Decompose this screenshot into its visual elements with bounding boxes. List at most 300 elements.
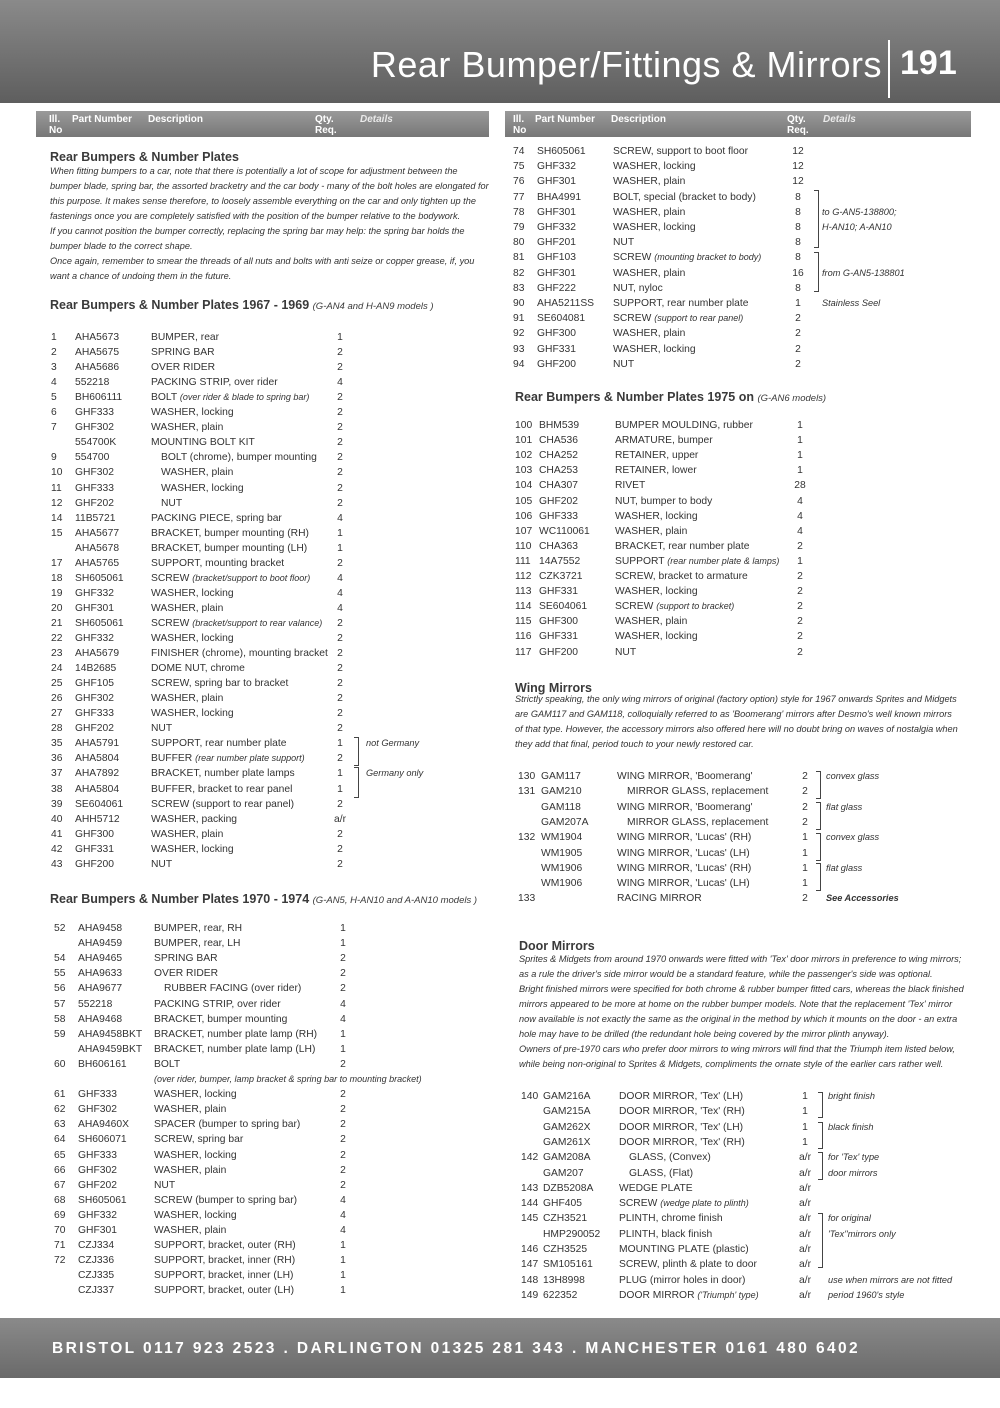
ill-number: 65 xyxy=(54,1149,66,1161)
ill-number: 103 xyxy=(515,465,533,477)
bracket xyxy=(816,863,821,891)
ill-number: 131 xyxy=(518,786,536,798)
description-text: DOME NUT, chrome xyxy=(151,663,245,675)
col-part-number: Part Number xyxy=(72,114,133,125)
description-text: SUPPORT, bracket, inner (LH) xyxy=(154,1270,294,1282)
quantity: 4 xyxy=(337,572,343,584)
description xyxy=(613,190,756,205)
part-number: CZJ335 xyxy=(78,1270,115,1282)
description-text: BOLT xyxy=(154,1058,181,1070)
description-text: SUPPORT, rear number plate xyxy=(613,298,749,309)
description-text: SUPPORT, bracket, outer (RH) xyxy=(154,1240,296,1252)
description xyxy=(619,1211,723,1226)
description-note: ('Triumph' type) xyxy=(697,1289,759,1300)
quantity: 2 xyxy=(337,617,343,629)
quantity: 4 xyxy=(797,495,803,507)
ill-number: 91 xyxy=(513,313,525,325)
part-number: GHF103 xyxy=(537,252,576,264)
description-text: MIRROR GLASS, replacement xyxy=(627,816,769,828)
part-number: AHA9459 xyxy=(78,938,123,950)
description xyxy=(151,661,245,676)
part-number: SH605061 xyxy=(78,1194,127,1206)
part-number: GHF301 xyxy=(78,1225,117,1236)
description xyxy=(619,1089,743,1104)
description-text: GLASS, (Convex) xyxy=(629,1152,711,1164)
part-number: GHF301 xyxy=(537,267,576,279)
ill-number: 21 xyxy=(51,617,63,629)
quantity: 1 xyxy=(797,450,803,462)
description-text: WING MIRROR, 'Lucas' (LH) xyxy=(617,847,750,859)
quantity: 2 xyxy=(340,983,346,995)
details-note: See Accessories xyxy=(826,893,899,904)
part-number: GHF202 xyxy=(75,723,114,735)
description-text: WASHER, plain xyxy=(151,602,224,614)
description-text: WING MIRROR, 'Boomerang' xyxy=(617,771,753,782)
table-row xyxy=(0,629,1000,644)
description-text: WASHER, locking xyxy=(151,633,234,644)
quantity: 2 xyxy=(337,482,343,494)
quantity: 4 xyxy=(337,602,343,614)
ill-number: 146 xyxy=(521,1244,539,1255)
ill-number: 102 xyxy=(515,450,533,462)
description xyxy=(619,1181,693,1196)
part-number: AHA5804 xyxy=(75,753,120,765)
description xyxy=(613,326,685,341)
part-number: GHF332 xyxy=(75,587,114,599)
col-no: No xyxy=(513,125,527,136)
ill-number: 5 xyxy=(51,392,57,404)
ill-number: 147 xyxy=(521,1259,539,1271)
part-number: HMP290052 xyxy=(543,1228,601,1240)
ill-number: 133 xyxy=(518,893,536,905)
details-note: not Germany xyxy=(366,738,420,749)
description-note: (bracket/support to boot floor) xyxy=(192,572,311,583)
description-text: WASHER, plain xyxy=(151,693,224,705)
table-row xyxy=(0,554,1000,569)
ill-number: 83 xyxy=(513,282,525,294)
description xyxy=(617,800,753,815)
quantity: 2 xyxy=(337,347,343,359)
description xyxy=(151,676,288,691)
quantity: 2 xyxy=(340,1164,346,1176)
description-text: SPACER (bumper to spring bar) xyxy=(154,1119,301,1131)
part-number: GHF302 xyxy=(75,422,114,434)
description xyxy=(151,691,223,706)
part-number: AHA5765 xyxy=(75,557,120,569)
ill-number: 41 xyxy=(51,828,63,840)
quantity: 2 xyxy=(340,1179,346,1191)
description xyxy=(615,418,753,433)
ill-number: 115 xyxy=(515,616,532,628)
quantity: 1 xyxy=(797,465,803,477)
quantity: 2 xyxy=(340,1149,346,1161)
col-part-number: Part Number xyxy=(535,114,596,125)
description xyxy=(615,433,713,448)
description-text: OVER RIDER xyxy=(151,362,216,374)
ill-number: 100 xyxy=(515,420,533,431)
part-number: AHH5712 xyxy=(75,813,120,825)
table-row xyxy=(0,936,1000,951)
description xyxy=(619,1104,745,1119)
col-details: Details xyxy=(823,114,856,125)
description-text: WASHER, plain xyxy=(613,328,686,340)
table-row xyxy=(0,478,1000,493)
quantity: a/r xyxy=(798,1198,812,1210)
part-number: AHA5804 xyxy=(75,783,120,795)
description xyxy=(615,478,645,493)
description xyxy=(613,357,634,372)
details-note: flat glass xyxy=(826,862,863,873)
part-number: SE604061 xyxy=(75,798,124,810)
part-number: GHF333 xyxy=(75,708,114,720)
ill-number: 67 xyxy=(54,1179,66,1191)
description-text: WASHER, plain xyxy=(615,616,688,628)
quantity: 2 xyxy=(795,343,801,355)
description-text: DOOR MIRROR, 'Tex' (LH) xyxy=(619,1121,744,1133)
description xyxy=(615,599,734,614)
description-text: SPRING BAR xyxy=(154,953,218,965)
quantity: 1 xyxy=(337,768,343,780)
quantity: 2 xyxy=(340,1058,346,1070)
part-number: GAM215A xyxy=(543,1106,591,1118)
table-row xyxy=(0,858,1000,876)
quantity: 1 xyxy=(802,1136,808,1148)
quantity: 1 xyxy=(802,878,808,890)
part-number: 554700K xyxy=(75,437,117,449)
table-row xyxy=(0,205,1000,220)
part-number: GHF200 xyxy=(539,646,578,658)
part-number: GHF332 xyxy=(78,1209,117,1221)
part-number: GHF202 xyxy=(78,1179,117,1191)
description-text: SCREW xyxy=(151,572,190,584)
details-note: Stainless Seel xyxy=(822,298,881,308)
ill-number: 71 xyxy=(54,1240,66,1252)
ill-number: 23 xyxy=(51,648,63,660)
ill-number: 7 xyxy=(51,422,57,434)
description xyxy=(627,784,768,799)
ill-number: 66 xyxy=(54,1164,66,1176)
part-number: CZH3525 xyxy=(543,1244,588,1255)
column-header-left xyxy=(36,111,489,137)
description xyxy=(619,1273,745,1288)
ill-number: 10 xyxy=(51,467,63,479)
quantity: 1 xyxy=(340,1240,346,1252)
quantity: 2 xyxy=(337,708,343,720)
description-text: DOOR MIRROR, 'Tex' (RH) xyxy=(619,1136,745,1148)
description-text: SCREW, spring bar xyxy=(154,1134,244,1146)
page-footer xyxy=(0,1318,1000,1378)
quantity: 1 xyxy=(802,847,808,859)
quantity: 2 xyxy=(797,646,803,658)
part-number: AHA9459BKT xyxy=(78,1043,143,1055)
description-text: RUBBER FACING (over rider) xyxy=(164,983,302,995)
quantity: 2 xyxy=(337,422,343,434)
description xyxy=(164,981,301,996)
part-number: 11B5721 xyxy=(75,512,116,524)
table-row xyxy=(0,342,1000,357)
quantity: a/r xyxy=(333,813,347,825)
description-text: BUMPER MOULDING, rubber xyxy=(615,420,753,431)
part-number: GAM210 xyxy=(541,786,582,798)
quantity: 2 xyxy=(802,893,808,905)
table-row xyxy=(0,645,1000,660)
description-text: SCREW, bracket to armature xyxy=(615,571,748,582)
col-details: Details xyxy=(360,114,393,125)
quantity: a/r xyxy=(798,1152,812,1164)
description xyxy=(615,614,687,629)
quantity: 28 xyxy=(794,480,806,492)
ill-number: 105 xyxy=(515,495,533,507)
bracket xyxy=(818,1152,823,1180)
table-row xyxy=(0,815,1000,830)
intro-paragraph: If you cannot position the bumper correctly, replacing the spring bar may help: the spring bar holds the bumper blade to the correct shape. xyxy=(50,226,465,251)
part-number: CZK3721 xyxy=(539,571,583,582)
description xyxy=(151,751,305,766)
description-text: BUFFER, bracket to rear panel xyxy=(151,783,293,795)
header-divider xyxy=(888,40,890,98)
table-row xyxy=(0,509,1000,524)
details-note: bright finish xyxy=(828,1091,875,1101)
quantity: 4 xyxy=(340,1225,346,1236)
quantity: 2 xyxy=(337,497,343,509)
description-text: NUT xyxy=(613,358,635,370)
bracket xyxy=(814,252,819,292)
description xyxy=(154,1012,287,1027)
ill-number: 38 xyxy=(51,783,63,795)
section-title-text: Rear Bumpers & Number Plates 1970 - 1974 xyxy=(50,892,310,906)
quantity: 2 xyxy=(337,843,343,855)
quantity: 1 xyxy=(340,1043,346,1055)
part-number: DZB5208A xyxy=(543,1182,594,1194)
description-text: BRACKET, number plate lamp (LH) xyxy=(154,1043,316,1055)
wing-mirrors-text xyxy=(515,692,960,752)
table-row xyxy=(0,144,1000,159)
description-text: SUPPORT xyxy=(615,555,665,567)
part-number: GHF331 xyxy=(539,586,578,598)
quantity: 16 xyxy=(792,267,804,279)
table-row xyxy=(0,1257,1000,1272)
table-row xyxy=(0,357,1000,372)
table-row xyxy=(0,1196,1000,1211)
ill-number: 149 xyxy=(521,1289,539,1301)
table-row xyxy=(0,190,1000,205)
description-text: MIRROR GLASS, replacement xyxy=(627,786,769,798)
description-text: WEDGE PLATE xyxy=(619,1182,693,1194)
description-text: SUPPORT, bracket, outer (LH) xyxy=(154,1285,295,1297)
door-mirrors-text xyxy=(519,952,964,1072)
description-text: SCREW xyxy=(613,252,652,264)
part-number: GHF331 xyxy=(539,631,578,643)
part-number: SH606071 xyxy=(78,1134,127,1146)
quantity: 1 xyxy=(802,832,808,844)
table-row xyxy=(0,1089,1000,1104)
ill-number: 1 xyxy=(51,332,57,343)
description-text: NUT xyxy=(151,858,173,870)
description-text: WING MIRROR, 'Lucas' (RH) xyxy=(617,832,752,844)
description-text: WASHER, locking xyxy=(151,587,234,599)
description xyxy=(154,951,218,966)
ill-number: 27 xyxy=(51,708,63,720)
quantity: 2 xyxy=(337,557,343,569)
ill-number: 70 xyxy=(54,1225,66,1236)
quantity: 2 xyxy=(337,437,343,449)
description-text: RIVET xyxy=(615,480,646,492)
table-row xyxy=(0,311,1000,326)
ill-number: 25 xyxy=(51,678,63,690)
quantity: a/r xyxy=(798,1274,812,1286)
description-text: NUT xyxy=(151,723,173,735)
part-number: SH605061 xyxy=(75,572,124,584)
ill-number: 18 xyxy=(51,572,63,584)
part-number: GHF301 xyxy=(537,206,576,218)
description-text: BRACKET, rear number plate xyxy=(615,540,750,552)
part-number: CHA253 xyxy=(539,465,578,477)
description-text: SCREW xyxy=(619,1198,658,1210)
quantity: 2 xyxy=(337,362,343,374)
table-row xyxy=(0,433,1000,448)
part-number: BHM539 xyxy=(539,420,580,431)
quantity: a/r xyxy=(798,1244,812,1255)
ill-number: 40 xyxy=(51,813,63,825)
part-number: WM1904 xyxy=(541,832,583,844)
details-note: black finish xyxy=(828,1121,874,1132)
quantity: 2 xyxy=(797,631,803,643)
intro-paragraph: Once again, remember to smear the threads of all nuts and bolts with anti seize or copper grease, if, you want a chance of undoing them in the future. xyxy=(50,256,475,281)
table-row xyxy=(0,569,1000,584)
part-number: AHA9465 xyxy=(78,953,123,965)
table-row xyxy=(0,1181,1000,1196)
table-row xyxy=(0,539,1000,554)
details-note: flat glass xyxy=(826,801,863,812)
table-row xyxy=(0,830,1000,845)
ill-number: 112 xyxy=(515,571,532,582)
quantity: 2 xyxy=(337,753,343,765)
description-text: SCREW, spring bar to bracket xyxy=(151,678,289,690)
description-text: SCREW, support to boot floor xyxy=(613,146,749,157)
section-subtitle: (G-AN6 models) xyxy=(757,393,827,404)
part-number: GHF302 xyxy=(78,1104,117,1116)
description-note: (over rider, bumper, lamp bracket & spring bar to mounting bracket) xyxy=(154,1074,422,1084)
description xyxy=(154,921,242,936)
quantity: 2 xyxy=(337,828,343,840)
part-number: GHF222 xyxy=(537,282,576,294)
ill-number: 68 xyxy=(54,1194,66,1206)
description-text: SPRING BAR xyxy=(151,347,215,359)
ill-number: 55 xyxy=(54,968,66,980)
part-number: AHA5673 xyxy=(75,332,120,343)
quantity: 4 xyxy=(337,512,343,524)
description xyxy=(615,524,687,539)
description xyxy=(617,830,751,845)
description-text: WASHER, plain xyxy=(613,267,686,279)
quantity: 1 xyxy=(795,298,801,309)
part-number: GHF333 xyxy=(539,510,578,522)
ill-number: 145 xyxy=(521,1213,539,1225)
description-text: WASHER, plain xyxy=(154,1164,227,1176)
quantity: 1 xyxy=(337,332,343,343)
description-text: BRACKET, number plate lamps xyxy=(151,768,295,780)
details-note: H-AN10; A-AN10 xyxy=(822,222,892,232)
part-number: SE604081 xyxy=(537,313,586,325)
details-note: convex glass xyxy=(826,771,880,781)
section-title-text: Rear Bumpers & Number Plates 1975 on xyxy=(515,390,754,404)
table-row xyxy=(0,1288,1000,1303)
part-number: GHF333 xyxy=(75,482,114,494)
ill-number: 2 xyxy=(51,347,57,359)
description-text: WASHER, locking xyxy=(615,631,698,643)
description-text: ARMATURE, bumper xyxy=(615,435,713,447)
table-row xyxy=(0,418,1000,433)
part-number: CHA536 xyxy=(539,435,578,447)
ill-number: 72 xyxy=(54,1255,66,1267)
quantity: 1 xyxy=(340,1255,346,1267)
quantity: 2 xyxy=(795,328,801,340)
description-text: WASHER, plain xyxy=(615,525,688,537)
table-row xyxy=(0,1150,1000,1165)
quantity: 2 xyxy=(340,1089,346,1101)
part-number: GHF105 xyxy=(75,678,114,690)
description-text: WASHER, plain xyxy=(151,422,224,434)
description-text: PACKING PIECE, spring bar xyxy=(151,512,282,524)
quantity: 2 xyxy=(340,1119,346,1131)
description xyxy=(615,494,712,509)
table-row xyxy=(0,1166,1000,1181)
ill-number: 117 xyxy=(515,646,532,658)
part-number: WM1906 xyxy=(541,862,583,874)
description xyxy=(151,736,286,751)
quantity: 8 xyxy=(795,237,801,249)
description xyxy=(617,846,750,861)
part-number: SH605061 xyxy=(75,617,124,629)
description-text: NUT xyxy=(613,237,635,249)
quantity: 1 xyxy=(797,555,803,567)
table-row xyxy=(0,390,1000,405)
quantity: 8 xyxy=(795,252,801,264)
description-text: BUMPER, rear, RH xyxy=(154,923,243,934)
page-number: 191 xyxy=(900,44,957,82)
part-number: WM1906 xyxy=(541,878,583,890)
description xyxy=(629,1166,693,1181)
quantity: 8 xyxy=(795,222,801,233)
description-note: (bracket/support to rear valance) xyxy=(192,617,323,628)
part-number: AHA7892 xyxy=(75,768,120,780)
quantity: 1 xyxy=(802,1121,808,1133)
ill-number: 104 xyxy=(515,480,533,492)
quantity: 2 xyxy=(797,540,803,552)
ill-number: 14 xyxy=(51,512,63,524)
ill-number: 81 xyxy=(513,252,525,264)
col-req: Req. xyxy=(787,125,809,136)
description-text: NUT, bumper to body xyxy=(615,495,713,507)
column-header-right xyxy=(505,111,971,137)
description xyxy=(617,769,753,784)
table-row xyxy=(0,296,1000,311)
ill-number: 80 xyxy=(513,237,525,249)
bracket xyxy=(816,802,821,830)
description-text: MOUNTING BOLT KIT xyxy=(151,437,255,449)
quantity: 2 xyxy=(795,313,801,325)
part-number: GHF331 xyxy=(537,343,576,355)
description-text: WASHER, locking xyxy=(151,708,234,720)
table-row xyxy=(0,1135,1000,1150)
part-number: CHA307 xyxy=(539,480,578,492)
description-text: WASHER, plain xyxy=(154,1104,227,1116)
table-row xyxy=(0,326,1000,341)
part-number: GHF302 xyxy=(78,1164,117,1176)
description-text: WASHER, plain xyxy=(151,828,224,840)
part-number: GHF333 xyxy=(78,1149,117,1161)
description xyxy=(615,539,750,554)
